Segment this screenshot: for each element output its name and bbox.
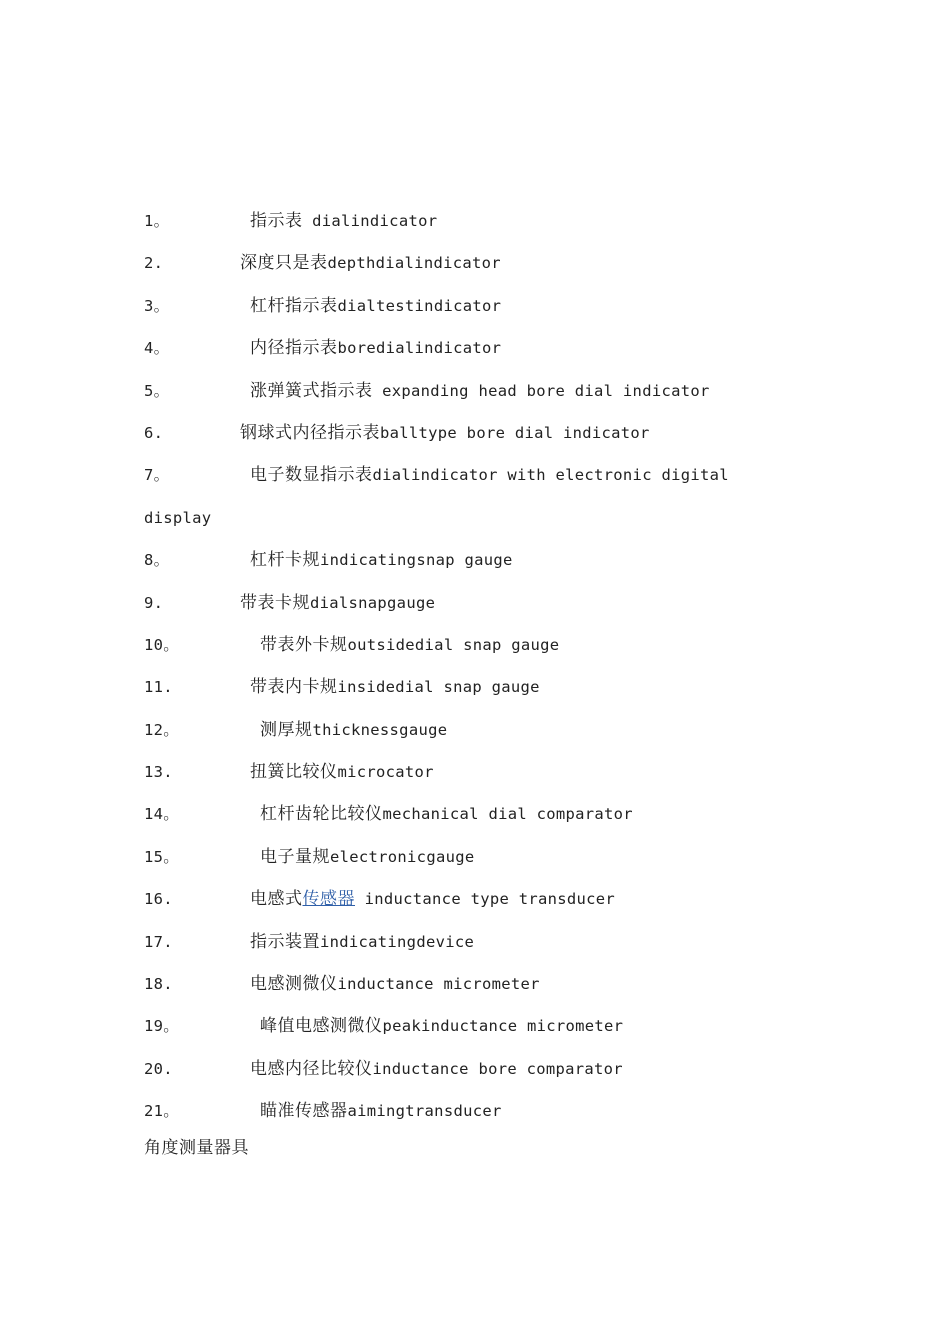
item-term: 电感内径比较仪inductance bore comparator [250, 1058, 623, 1079]
item-number: 17. [144, 932, 173, 951]
list-item [144, 377, 844, 419]
item-number: 7。 [144, 466, 170, 485]
item-term: 深度只是表depthdialindicator [240, 253, 501, 274]
item-term: 指示表 dialindicator [250, 211, 438, 231]
transducer-link[interactable]: 传感器 [302, 889, 355, 910]
item-number: 12。 [144, 720, 180, 739]
item-term: 带表卡规dialsnapgauge [240, 592, 436, 613]
term-list [144, 207, 844, 1140]
item-term: 杠杆指示表dialtestindicator [250, 295, 502, 316]
item-term: 带表内卡规insidedial snap gauge [250, 677, 540, 698]
item-term: 杠杆卡规indicatingsnap gauge [250, 550, 513, 571]
item-number: 11. [144, 678, 173, 697]
item-term: 杠杆齿轮比较仪mechanical dial comparator [260, 804, 633, 825]
item-term: 电子量规electronicgauge [260, 846, 475, 867]
list-item [144, 1055, 844, 1097]
list-item [144, 843, 844, 885]
item-number: 18. [144, 975, 173, 994]
item-term: 扭簧比较仪microcator [250, 762, 434, 783]
item-term: 测厚规thicknessgauge [260, 719, 448, 740]
list-item [144, 928, 844, 970]
list-item [144, 1012, 844, 1054]
list-item [144, 758, 844, 800]
item-term: 钢球式内径指示表balltype bore dial indicator [240, 422, 650, 443]
item-term: 电感测微仪inductance micrometer [250, 974, 540, 995]
item-number: 20. [144, 1059, 173, 1078]
item-term: 电感式传感器 inductance type transducer [250, 889, 616, 910]
item-number: 15。 [144, 847, 180, 866]
list-item [144, 334, 844, 376]
item-term: 涨弹簧式指示表 expanding head bore dial indicator [250, 380, 710, 401]
item-number: 3。 [144, 296, 170, 315]
item-number: 14。 [144, 805, 180, 824]
list-item [144, 207, 844, 249]
item-number: 6. [144, 423, 164, 442]
list-item [144, 546, 844, 588]
list-item [144, 419, 844, 461]
item-number: 10。 [144, 635, 180, 654]
item-number: 1。 [144, 212, 170, 230]
item-number: 16. [144, 890, 173, 909]
list-item [144, 461, 844, 503]
list-item [144, 970, 844, 1012]
list-item [144, 885, 844, 927]
item-number: 2. [144, 254, 164, 273]
list-item [144, 249, 844, 291]
item-number: 5。 [144, 381, 170, 400]
item-term: 瞄准传感器aimingtransducer [260, 1101, 502, 1122]
list-item [144, 589, 844, 631]
item-term-continuation: display [144, 508, 212, 527]
list-item [144, 716, 844, 758]
item-number: 13. [144, 763, 173, 782]
item-term: 带表外卡规outsidedial snap gauge [260, 634, 560, 655]
list-item [144, 292, 844, 334]
list-item [144, 1097, 844, 1139]
list-item [144, 673, 844, 715]
item-term: 内径指示表boredialindicator [250, 338, 502, 359]
item-number: 21。 [144, 1102, 180, 1121]
item-number: 19。 [144, 1017, 180, 1036]
item-term: 峰值电感测微仪peakinductance micrometer [260, 1016, 624, 1037]
list-item [144, 800, 844, 842]
item-number: 8。 [144, 551, 170, 570]
section-heading: 角度测量器具 [144, 1138, 249, 1158]
list-item [144, 631, 844, 673]
item-number: 9. [144, 593, 164, 612]
item-number: 4。 [144, 339, 170, 358]
item-term: 指示装置indicatingdevice [250, 931, 475, 952]
item-term: 电子数显指示表dialindicator with electronic digital [250, 465, 729, 486]
